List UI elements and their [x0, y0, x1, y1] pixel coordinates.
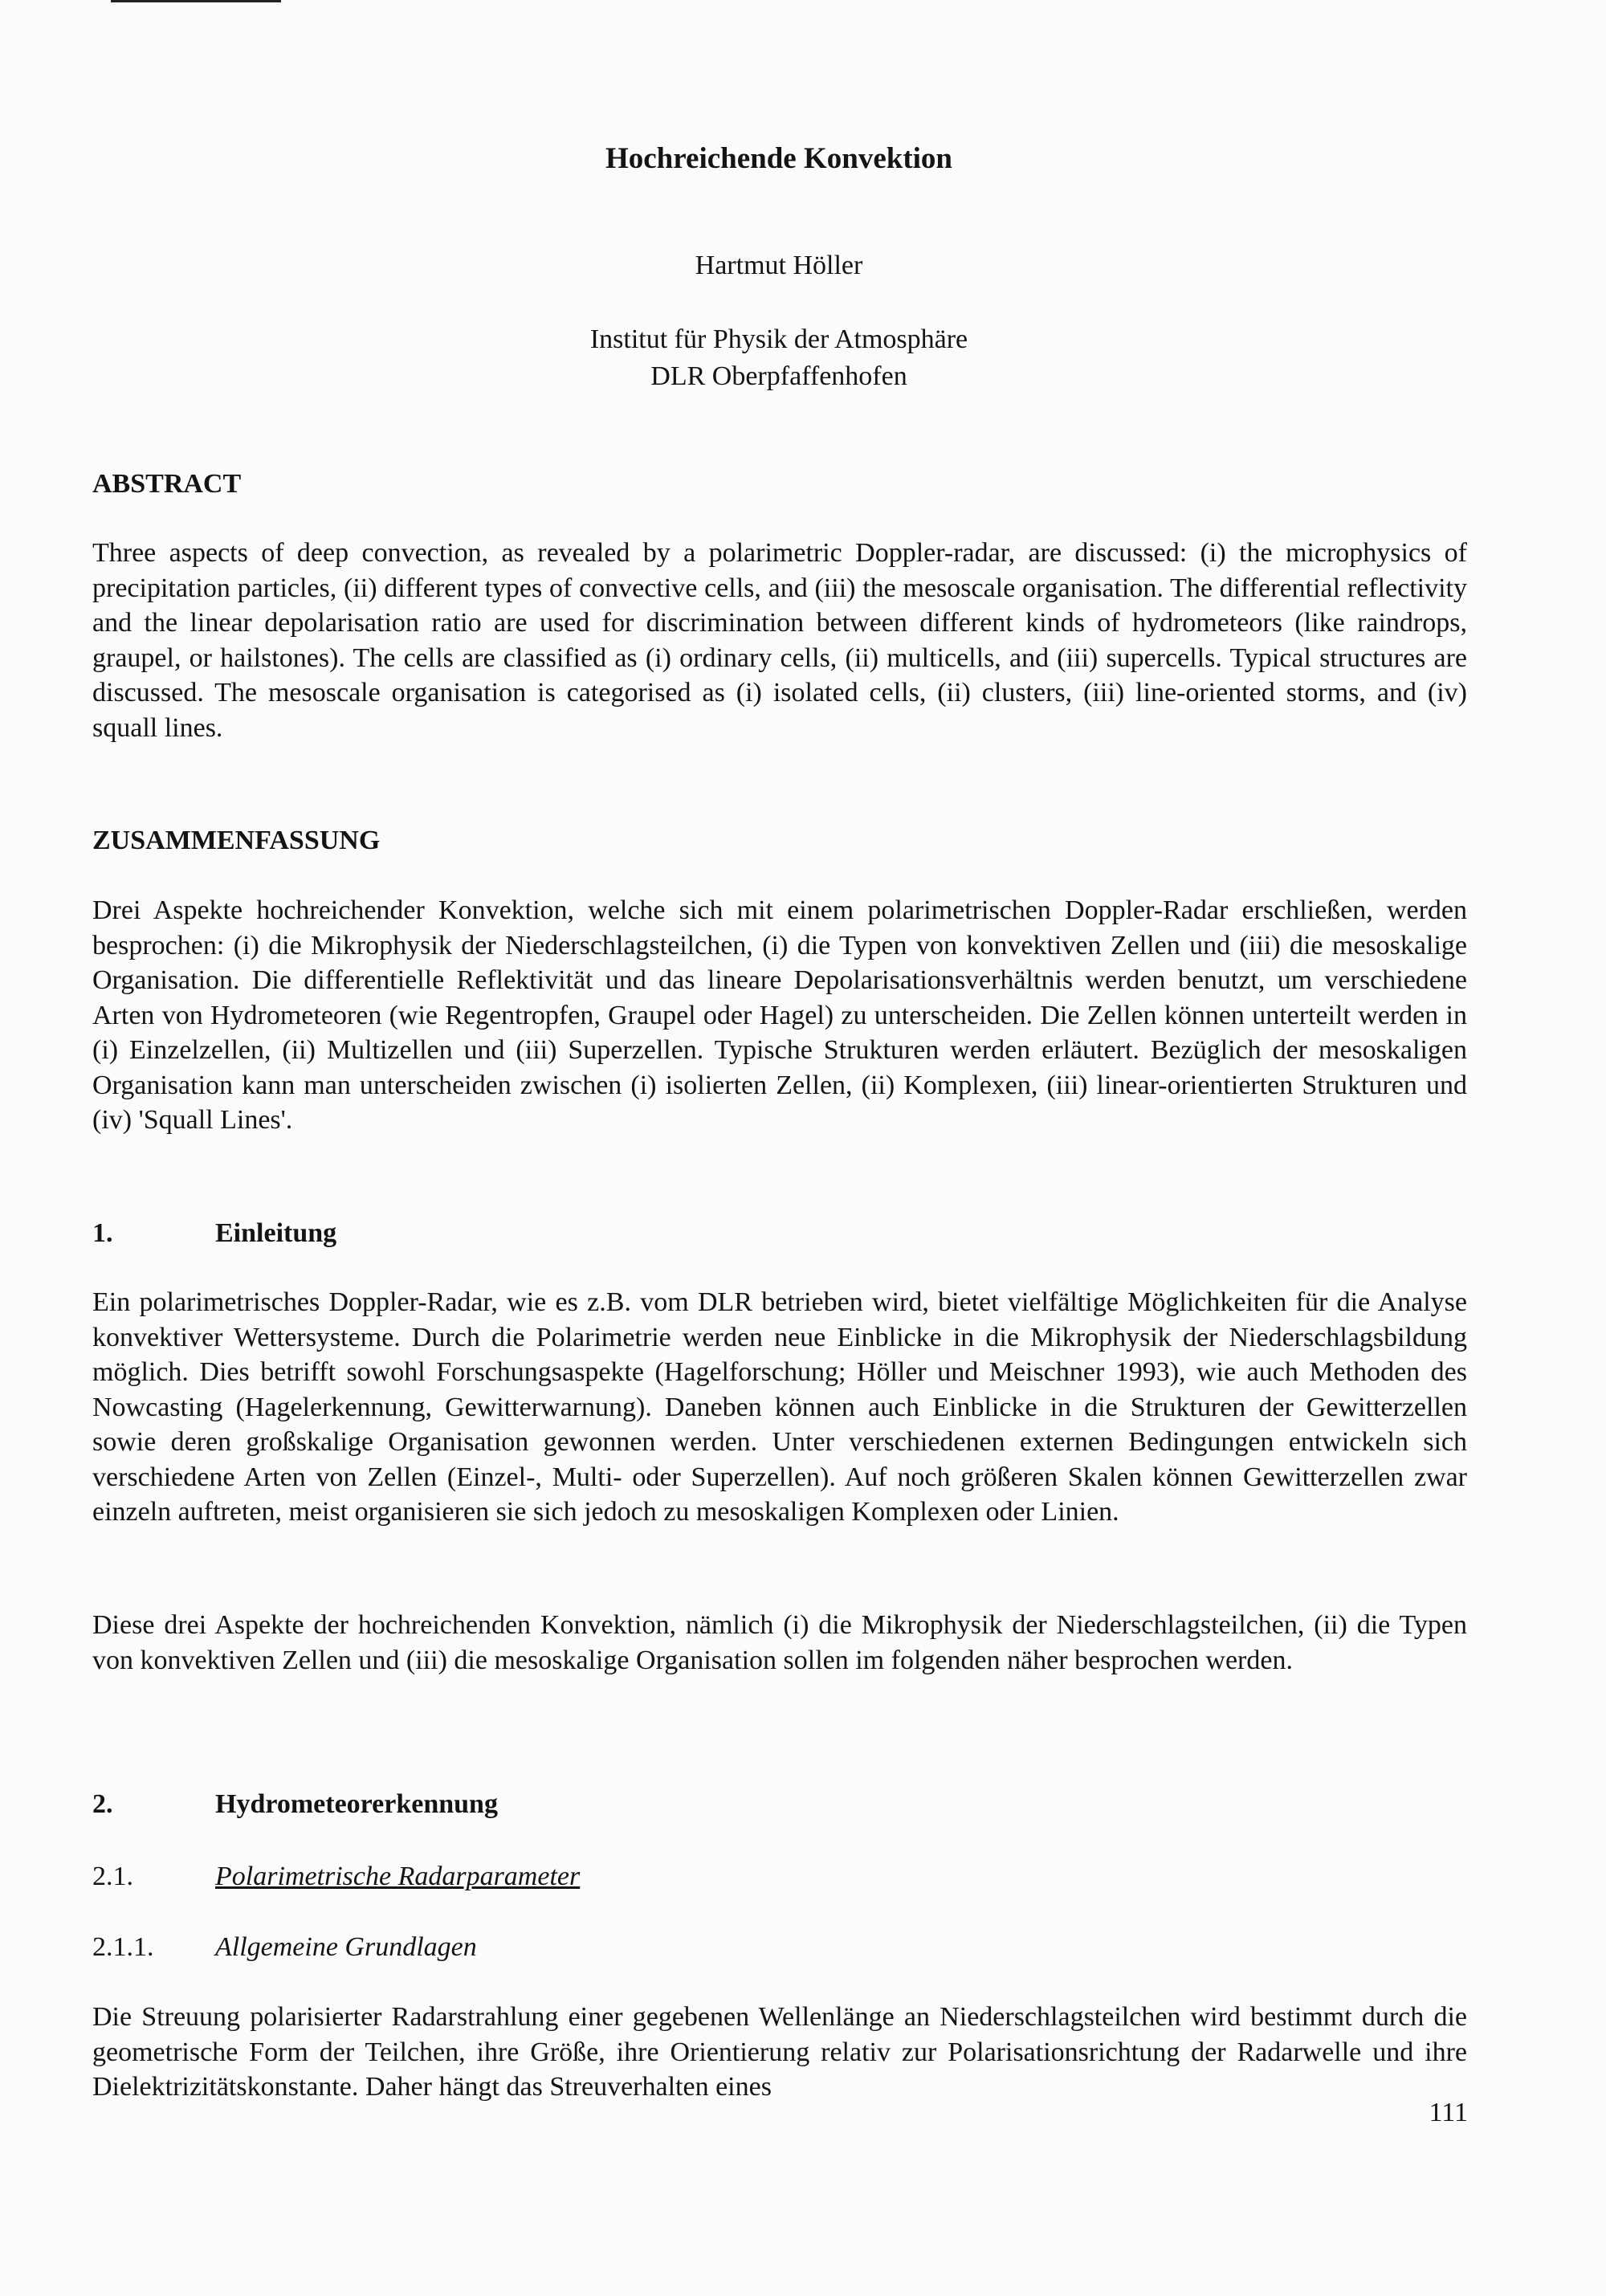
- zusammenfassung-text: Drei Aspekte hochreichender Konvektion, welche sich mit einem polarimetrischen Doppler-Radar erschließen, werden besprochen: (i) die Mikrophysik der Niederschlagsteilchen, (i) die Typen von konvektiven Zellen und (iii) die mesoskalige Organisation. Die differentielle Reflektivität und das lineare Depolarisationsverhältnis werden benutzt, um verschiedene Arten von Hydrometeoren (wie Regentropfen, Graupel oder Hagel) zu unterscheiden. Die Zellen können unterteilt werden in (i) Einzelzellen, (ii) Multizellen und (iii) Superzellen. Typische Strukturen werden erläutert. Bezüglich der mesoskaligen Organisation kann man unterscheiden zwischen (i) isolierten Zellen, (ii) Komplexen, (iii) linear-orientierten Strukturen und (iv) 'Squall Lines'.: [92, 895, 1467, 1135]
- author-name: Hartmut Höller: [695, 251, 863, 280]
- section-2-number: 2.: [92, 1789, 113, 1819]
- abstract-heading: ABSTRACT: [92, 469, 242, 499]
- affiliation-line-2: DLR Oberpfaffenhofen: [650, 361, 907, 391]
- affiliation: [458, 321, 1100, 395]
- abstract-text: Three aspects of deep convection, as revealed by a polarimetric Doppler-radar, are discussed: (i) the microphysics of precipitation particles, (ii) different types of convective cells, and (iii) the mesoscale organisation. The differential reflectivity and the linear depolarisation ratio are used for discrimination between different kinds of hydrometeors (like raindrops, graupel, or hailstones). The cells are classified as (i) ordinary cells, (ii) multicells, and (iii) supercells. Typical structures are discussed. The mesoscale organisation is categorised as (i) isolated cells, (ii) clusters, (iii) line-oriented storms, and (iv) squall lines.: [92, 538, 1467, 743]
- section-1-number: 1.: [92, 1218, 113, 1248]
- section-2-paragraph-1: Die Streuung polarisierter Radarstrahlung einer gegebenen Wellenlänge an Niederschlagsteilchen wird bestimmt durch die geometrische Form der Teilchen, ihre Größe, ihre Orientierung relativ zur Polarisationsrichtung der Radarwelle und ihre Dielektrizitätskonstante. Daher hängt das Streuverhalten eines: [92, 2002, 1467, 2102]
- paper-title: Hochreichende Konvektion: [605, 142, 953, 175]
- subsection-2-1-1-title: Allgemeine Grundlagen: [215, 1932, 477, 1962]
- zusammenfassung-heading: ZUSAMMENFASSUNG: [92, 826, 381, 855]
- section-1-title: Einleitung: [215, 1218, 337, 1248]
- subsection-2-1-number: 2.1.: [92, 1862, 133, 1891]
- section-1-paragraph-2: Diese drei Aspekte der hochreichenden Konvektion, nämlich (i) die Mikrophysik der Niederschlagsteilchen, (ii) die Typen von konvektiven Zellen und (iii) die mesoskalige Organisation sollen im folgenden näher besprochen werden.: [92, 1610, 1467, 1675]
- affiliation-line-1: Institut für Physik der Atmosphäre: [589, 324, 968, 354]
- section-1-paragraph-1: Ein polarimetrisches Doppler-Radar, wie es z.B. vom DLR betrieben wird, bietet vielfältige Möglichkeiten für die Analyse konvektiver Wettersysteme. Durch die Polarimetrie werden neue Einblicke in die Mikrophysik der Niederschlagsbildung möglich. Dies betrifft sowohl Forschungsaspekte (Hagelforschung; Höller und Meischner 1993), wie auch Methoden des Nowcasting (Hagelerkennung, Gewitterwarnung). Daneben können auch Einblicke in die Strukturen der Gewitterzellen sowie deren großskalige Organisation gewonnen werden. Unter verschiedenen externen Bedingungen entwickeln sich verschiedene Arten von Zellen (Einzel-, Multi- oder Superzellen). Auf noch größeren Skalen können Gewitterzellen zwar einzeln auftreten, meist organisieren sie sich jedoch zu mesoskaligen Komplexen oder Linien.: [92, 1287, 1467, 1527]
- page-number: 111: [1429, 2098, 1468, 2127]
- top-rule: [111, 0, 281, 2]
- section-2-title: Hydrometeorerkennung: [215, 1789, 498, 1819]
- subsection-2-1-1-number: 2.1.1.: [92, 1932, 154, 1962]
- subsection-2-1-title: Polarimetrische Radarparameter: [215, 1862, 581, 1891]
